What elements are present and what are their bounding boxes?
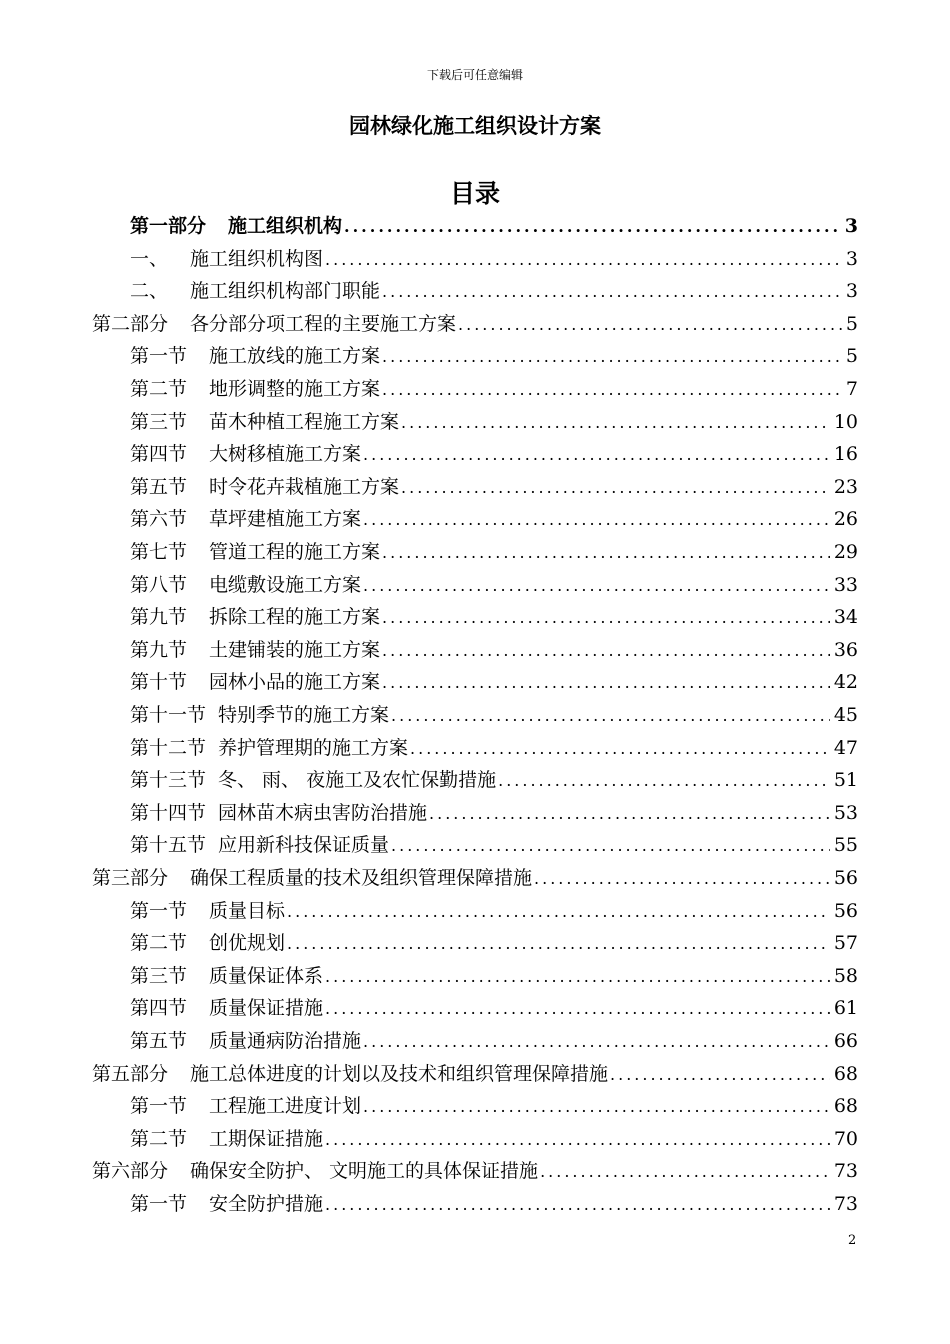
- toc-entry[interactable]: [130, 829, 858, 861]
- toc-leader-dots: [363, 570, 830, 602]
- toc-entry[interactable]: [130, 471, 858, 503]
- toc-entry[interactable]: [130, 634, 858, 666]
- toc-entry[interactable]: [130, 992, 858, 1024]
- toc-entry-page: 56: [833, 899, 858, 922]
- toc-entry-title: 施工组织机构部门职能: [190, 280, 381, 303]
- toc-entry-title: 草坪建植施工方案: [209, 508, 362, 531]
- toc-entry-title: 安全防护措施: [209, 1193, 324, 1215]
- toc-entry[interactable]: [130, 536, 858, 568]
- toc-entry-page: 3: [845, 280, 858, 303]
- toc-entry-number: 第十五节: [130, 834, 207, 857]
- toc-entry[interactable]: [130, 275, 858, 307]
- toc-leader-dots: [382, 667, 830, 699]
- toc-entry-number: 第一部分: [130, 215, 207, 237]
- toc-leader-dots: [382, 276, 842, 308]
- toc-entry[interactable]: [130, 569, 858, 601]
- toc-entry-page: 23: [833, 475, 858, 498]
- toc-entry-title: 施工总体进度的计划以及技术和组织管理保障措施: [190, 1062, 609, 1085]
- toc-entry[interactable]: [130, 1123, 858, 1155]
- toc-entry-title: 质量目标: [209, 899, 286, 922]
- toc-entry-page: 5: [845, 312, 858, 335]
- toc-entry-number: 第七节: [130, 541, 188, 563]
- toc-entry-number: 第九节: [130, 606, 188, 629]
- toc-entry-number: 第六节: [130, 508, 188, 531]
- toc-leader-dots: [401, 407, 830, 439]
- toc-entry-page: 68: [833, 1062, 858, 1085]
- toc-entry[interactable]: [130, 666, 858, 698]
- toc-entry[interactable]: [130, 438, 858, 470]
- toc-leader-dots: [363, 1091, 830, 1123]
- toc-entry-number: 第四节: [130, 443, 188, 466]
- toc-entry-title: 应用新科技保证质量: [218, 834, 390, 857]
- toc-entry-page: 57: [833, 932, 858, 955]
- toc-entry-number: 第五节: [130, 475, 188, 498]
- toc-entry[interactable]: [130, 243, 858, 275]
- toc-entry[interactable]: [92, 1155, 858, 1187]
- toc-entry-title: 电缆敷设施工方案: [209, 573, 362, 596]
- toc-entry[interactable]: [130, 764, 858, 796]
- toc-entry[interactable]: [130, 373, 858, 405]
- toc-entry-number: 第一节: [130, 345, 188, 368]
- toc-entry-title: 养护管理期的施工方案: [218, 736, 409, 759]
- toc-entry-page: 70: [833, 1127, 858, 1150]
- toc-entry-number: 第一节: [130, 899, 188, 922]
- toc-entry-page: 66: [833, 1030, 858, 1052]
- toc-leader-dots: [382, 602, 830, 634]
- toc-entry-title: 各分部分项工程的主要施工方案: [190, 312, 457, 335]
- toc-entry-number: 第一节: [130, 1193, 188, 1215]
- toc-entry-page: 42: [833, 671, 858, 694]
- toc-entry-page: 5: [845, 345, 858, 368]
- toc-leader-dots: [458, 309, 842, 341]
- toc-entry[interactable]: [130, 210, 858, 242]
- toc-entry[interactable]: [130, 1025, 858, 1057]
- toc-entry-page: 53: [833, 801, 858, 824]
- toc-entry-page: 7: [845, 378, 858, 400]
- toc-entry-title: 苗木种植工程施工方案: [209, 410, 400, 433]
- toc-entry-title: 施工放线的施工方案: [209, 345, 381, 368]
- toc-leader-dots: [401, 472, 830, 504]
- toc-leader-dots: [382, 537, 830, 569]
- toc-entry-number: 第十一节: [130, 704, 207, 726]
- toc-leader-dots: [325, 1189, 830, 1221]
- toc-entry-page: 51: [833, 769, 858, 792]
- toc-entry[interactable]: [130, 699, 858, 731]
- toc-entry-title: 管道工程的施工方案: [209, 541, 381, 563]
- toc-entry-number: 第五节: [130, 1030, 188, 1052]
- toc-entry-title: 质量保证措施: [209, 997, 324, 1020]
- toc-entry-page: 34: [833, 606, 858, 629]
- toc-entry-number: 第十二节: [130, 736, 207, 759]
- toc-entry-title: 拆除工程的施工方案: [209, 606, 381, 629]
- toc-entry-title: 土建铺装的施工方案: [209, 638, 381, 661]
- toc-leader-dots: [363, 1026, 830, 1058]
- toc-entry-page: 16: [833, 443, 858, 466]
- toc-entry[interactable]: [130, 895, 858, 927]
- toc-entry-title: 施工组织机构: [228, 215, 343, 237]
- toc-leader-dots: [382, 635, 830, 667]
- toc-entry[interactable]: [130, 732, 858, 764]
- toc-entry-number: 第十三节: [130, 769, 207, 792]
- toc-entry-title: 冬、 雨、 夜施工及农忙保勤措施: [218, 769, 497, 792]
- toc-entry-page: 68: [833, 1095, 858, 1118]
- toc-entry-page: 33: [833, 573, 858, 596]
- toc-entry[interactable]: [92, 1058, 858, 1090]
- toc-entry-title: 质量保证体系: [209, 964, 324, 987]
- toc-entry[interactable]: [130, 797, 858, 829]
- toc-entry-number: 第二节: [130, 932, 188, 955]
- toc-leader-dots: [429, 798, 830, 830]
- toc-entry-title: 大树移植施工方案: [209, 443, 362, 466]
- toc-entry-number: 一、: [130, 247, 169, 270]
- toc-entry-title: 地形调整的施工方案: [209, 378, 381, 400]
- toc-entry[interactable]: [130, 340, 858, 372]
- toc-entry-page: 45: [833, 704, 858, 726]
- toc-leader-dots: [610, 1059, 830, 1091]
- toc-entry-page: 55: [833, 834, 858, 857]
- toc-entry-title: 时令花卉栽植施工方案: [209, 475, 400, 498]
- toc-entry-number: 第十节: [130, 671, 188, 694]
- toc-heading: 目录: [449, 179, 500, 208]
- toc-leader-dots: [363, 439, 830, 471]
- toc-leader-dots: [391, 830, 830, 862]
- toc-entry-number: 第二部分: [92, 312, 169, 335]
- toc-entry-title: 施工组织机构图: [190, 247, 324, 270]
- toc-leader-dots: [534, 863, 830, 895]
- toc-entry-page: 58: [833, 964, 858, 987]
- toc-entry-title: 质量通病防治措施: [209, 1030, 362, 1052]
- toc-leader-dots: [363, 504, 830, 536]
- document-title: 园林绿化施工组织设计方案: [349, 114, 601, 138]
- toc-entry-number: 第四节: [130, 997, 188, 1020]
- toc-entry-title: 工期保证措施: [209, 1127, 324, 1150]
- toc-entry-title: 确保工程质量的技术及组织管理保障措施: [190, 867, 533, 889]
- toc-entry-page: 3: [844, 215, 858, 237]
- toc-entry-number: 二、: [130, 280, 169, 303]
- toc-entry-number: 第三节: [130, 964, 188, 987]
- toc-leader-dots: [391, 700, 830, 732]
- toc-entry-page: 26: [833, 508, 858, 531]
- toc-entry[interactable]: [130, 927, 858, 959]
- toc-entry-page: 47: [833, 736, 858, 759]
- toc-leader-dots: [344, 211, 841, 243]
- toc-entry-page: 10: [833, 410, 858, 433]
- toc-entry[interactable]: [130, 601, 858, 633]
- toc-leader-dots: [498, 765, 830, 797]
- toc-leader-dots: [287, 928, 830, 960]
- toc-leader-dots: [325, 244, 842, 276]
- toc-entry-title: 特别季节的施工方案: [218, 704, 390, 726]
- toc-entry-number: 第八节: [130, 573, 188, 596]
- toc-entry[interactable]: [92, 862, 858, 894]
- toc-entry[interactable]: [130, 503, 858, 535]
- toc-entry-number: 第五部分: [92, 1062, 169, 1085]
- toc-entry[interactable]: [130, 960, 858, 992]
- toc-entry-number: 第九节: [130, 638, 188, 661]
- toc-entry-title: 园林小品的施工方案: [209, 671, 381, 694]
- toc-entry-page: 73: [833, 1160, 858, 1183]
- toc-entry-page: 29: [833, 541, 858, 563]
- toc-entry[interactable]: [130, 1090, 858, 1122]
- toc-entry[interactable]: [92, 308, 858, 340]
- toc-entry-page: 61: [833, 997, 858, 1020]
- toc-leader-dots: [325, 961, 830, 993]
- toc-entry[interactable]: [130, 1188, 858, 1220]
- toc-leader-dots: [325, 1124, 830, 1156]
- header-note: 下载后可任意编辑: [426, 68, 523, 82]
- toc-entry-number: 第十四节: [130, 801, 207, 824]
- toc-entry-number: 第一节: [130, 1095, 188, 1118]
- toc-entry-number: 第二节: [130, 378, 188, 400]
- toc-leader-dots: [382, 341, 842, 373]
- toc-entry-title: 工程施工进度计划: [209, 1095, 362, 1118]
- toc-entry-number: 第三部分: [92, 867, 169, 889]
- toc-entry-page: 36: [833, 638, 858, 661]
- toc-leader-dots: [410, 733, 830, 765]
- toc-leader-dots: [540, 1156, 830, 1188]
- toc-entry-number: 第六部分: [92, 1160, 169, 1183]
- page-number: 2: [848, 1233, 857, 1248]
- toc-entry-page: 56: [833, 867, 858, 889]
- toc-entry-title: 创优规划: [209, 932, 286, 955]
- toc-entry-title: 园林苗木病虫害防治措施: [218, 801, 428, 824]
- toc-entry-title: 确保安全防护、 文明施工的具体保证措施: [190, 1160, 539, 1183]
- toc-entry[interactable]: [130, 406, 858, 438]
- toc-entry-number: 第二节: [130, 1127, 188, 1150]
- toc-leader-dots: [287, 896, 830, 928]
- toc-entry-page: 73: [833, 1193, 858, 1215]
- toc-leader-dots: [382, 374, 842, 406]
- toc-leader-dots: [325, 993, 830, 1025]
- toc-entry-page: 3: [845, 247, 858, 270]
- toc-entry-number: 第三节: [130, 410, 188, 433]
